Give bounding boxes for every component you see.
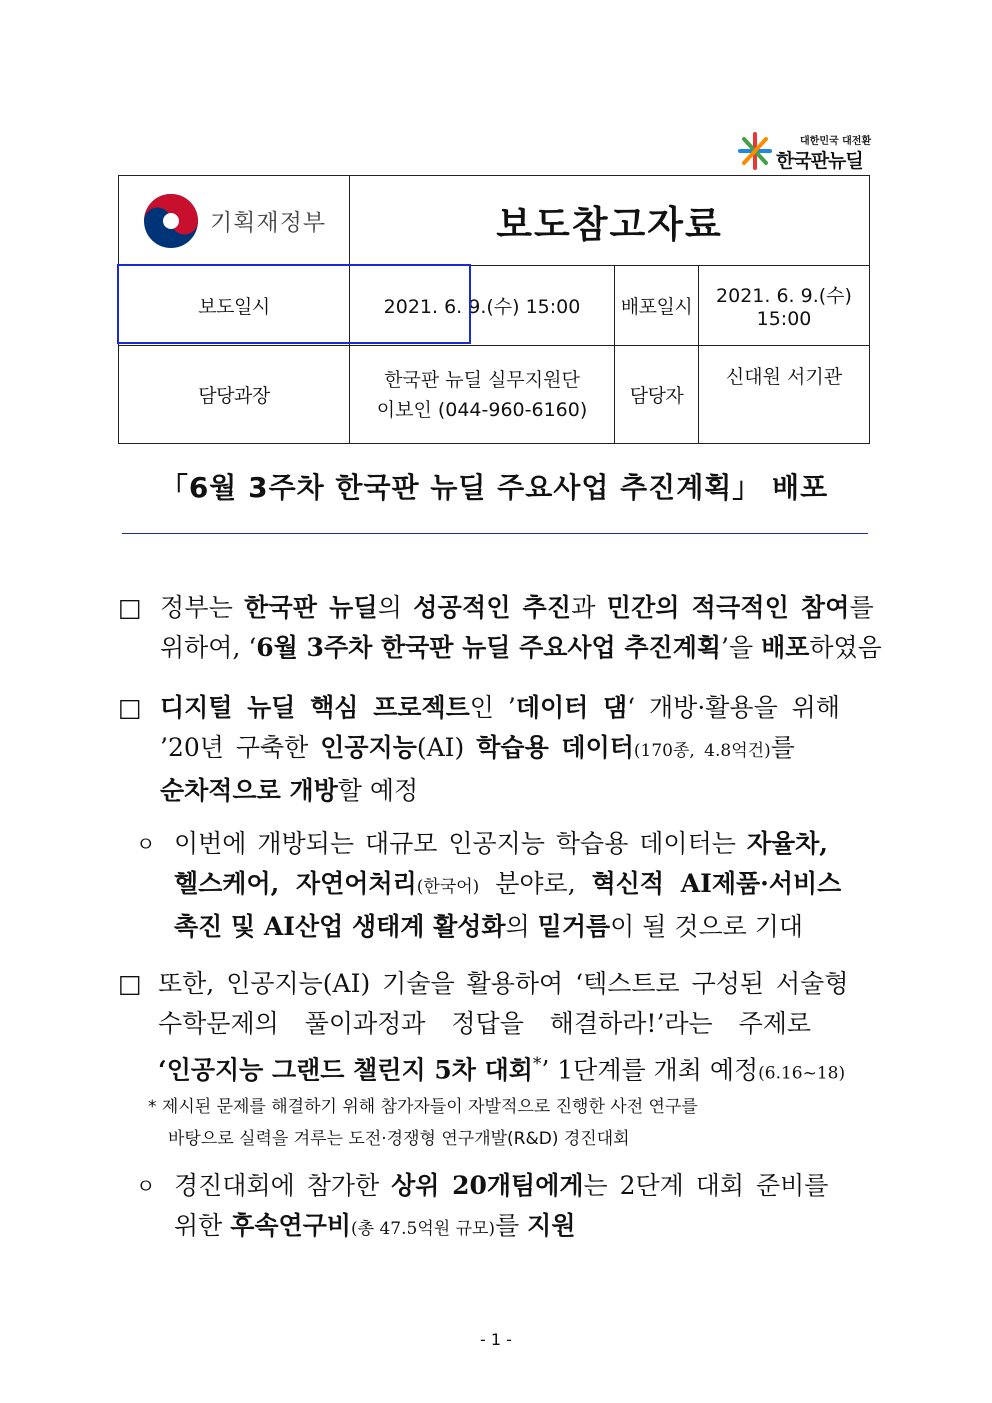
doc-type-title: 보도참고자료	[496, 202, 723, 246]
box-bullet: □	[118, 693, 142, 722]
dept-label: 담당과장	[119, 346, 350, 444]
footnote-line-1: 제시된 문제를 해결하기 위해 참가자들이 자발적으로 진행한 사전 연구를	[161, 1097, 698, 1117]
taegeuk-emblem-icon	[142, 192, 200, 250]
box-bullet: □	[118, 969, 142, 998]
box-bullet: □	[118, 593, 142, 622]
resp-label: 담당자	[615, 346, 699, 444]
paragraph-2: □ 디지털 뉴딜 핵심 프로젝트인 ’데이터 댐‘ 개방·활용을 위해 ’20년 구축한 인공지능(AI) 학습용 데이터(170종, 4.8억건)를 순차적으로 개방할 예정	[118, 688, 874, 811]
footnote: * 제시된 문제를 해결하기 위해 참가자들이 자발적으로 진행한 사전 연구를 바탕으로 실력을 겨루는 도전·경쟁형 연구개발(R&D) 경진대회	[148, 1091, 868, 1155]
distribute-label: 배포일시	[615, 266, 699, 346]
paragraph-5: ㅇ 경진대회에 참가한 상위 20개팀에게는 2단계 대회 준비를 위한 후속연구비(총 47.5억원 규모)를 지원	[136, 1166, 874, 1249]
ministry-cell	[119, 176, 350, 266]
circle-bullet: ㅇ	[136, 832, 156, 856]
resp-value: 신대원 서기관	[699, 346, 870, 444]
dept-contact: 이보인 (044-960-6160)	[376, 398, 588, 421]
ministry-name: 기획재정부	[209, 210, 327, 236]
korean-new-deal-logo	[738, 130, 874, 174]
paragraph-1: □ 정부는 한국판 뉴딜의 성공적인 추진과 민간의 적극적인 참여를 위하여, ‘6월 3주차 한국판 뉴딜 주요사업 추진계획’을 배포하였음	[118, 588, 874, 668]
doc-type-cell	[350, 176, 870, 266]
logo-slogan: 대한민국 대전환	[800, 136, 872, 147]
paragraph-3: ㅇ 이번에 개방되는 대규모 인공지능 학습용 데이터는 자율차, 헬스케어, 자연어처리(한국어) 분야로, 혁신적 AI제품·서비스 촉진 및 AI산업 생태계 활성화의 밑거름이 될 것으로 기대	[136, 824, 874, 947]
dept-name: 한국판 뉴딜 실무지원단	[384, 368, 580, 391]
footnote-line-2: 바탕으로 실력을 겨루는 도전·경쟁형 연구개발(R&D) 경진대회	[168, 1129, 630, 1149]
distribute-value: 2021. 6. 9.(수) 15:00	[699, 266, 870, 346]
new-deal-star-icon	[738, 132, 772, 170]
release-value: 2021. 6. 9.(수) 15:00	[350, 266, 615, 346]
circle-bullet: ㅇ	[136, 1174, 156, 1198]
release-label: 보도일시	[119, 266, 350, 346]
headline: 「6월 3주차 한국판 뉴딜 주요사업 추진계획」 배포	[159, 471, 829, 504]
headline-rule	[122, 533, 868, 534]
dept-cell	[350, 346, 615, 444]
press-header-table	[118, 175, 870, 444]
paragraph-4: □ 또한, 인공지능(AI) 기술을 활용하여 ‘텍스트로 구성된 서술형 수학문제의 풀이과정과 정답을 해결하라!’라는 주제로 ‘인공지능 그랜드 챌린지 5차 대회*’ 1단계를 개최 예정(6.16~18)	[118, 964, 874, 1093]
page-number: - 1 -	[480, 1330, 512, 1349]
logo-wordmark: 한국판뉴딜	[776, 150, 863, 172]
